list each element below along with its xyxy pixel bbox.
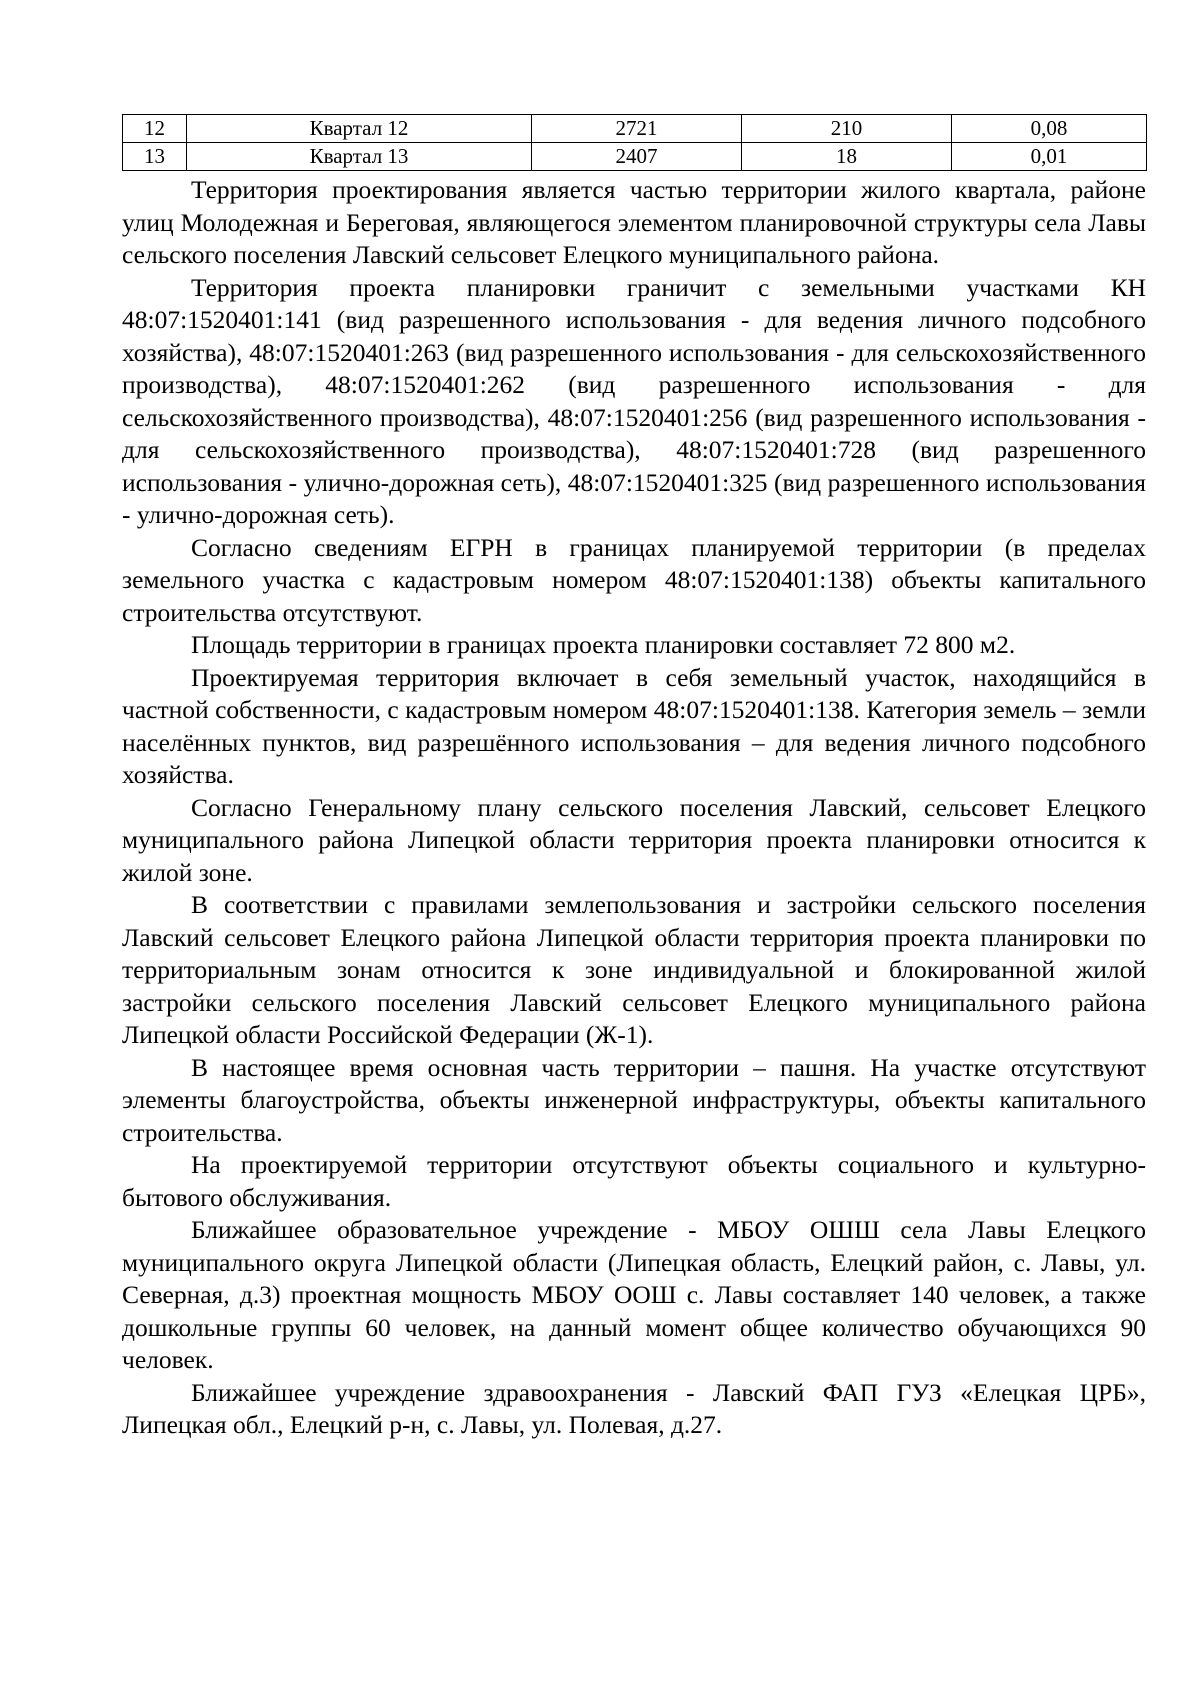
body-text <box>122 174 1146 1442</box>
table-cell-value: 2407 <box>532 143 742 171</box>
paragraph: Согласно Генеральному плану сельского поселения Лавский, сельсовет Елецкого муниципального района Липецкой области территория проекта планировки относится к жилой зоне. <box>122 792 1146 887</box>
table-row <box>123 143 1147 171</box>
paragraph: Ближайшее учреждение здравоохранения - Лавский ФАП ГУЗ «Елецкая ЦРБ», Липецкая обл., Елецкий р-н, с. Лавы, ул. Полевая, д.27. <box>122 1377 1146 1439</box>
paragraph: Проектируемая территория включает в себя земельный участок, находящийся в частной собственности, с кадастровым номером 48:07:1520401:138. Категория земель – земли населённых пунктов, вид разрешённого использования – для ведения личного подсобного хозяйства. <box>122 662 1146 789</box>
paragraph: Ближайшее образовательное учреждение - МБОУ ОШШ села Лавы Елецкого муниципального округа Липецкой области (Липецкая область, Елецкий район, с. Лавы, ул. Северная, д.3) проектная мощность МБОУ ООШ с. Лавы составляет 140 человек, а также дошкольные группы 60 человек, на данный момент общее количество обучающихся 90 человек. <box>122 1215 1146 1374</box>
table-cell-quarter: Квартал 13 <box>187 143 532 171</box>
table-cell-value: 0,08 <box>952 115 1147 143</box>
table-cell-value: 18 <box>742 143 952 171</box>
paragraph: Согласно сведениям ЕГРН в границах планируемой территории (в пределах земельного участка с кадастровым номером 48:07:1520401:138) объекты капитального строительства отсутствуют. <box>122 532 1146 627</box>
table-cell-value: 210 <box>742 115 952 143</box>
document-page <box>122 114 1146 1442</box>
table-row <box>123 115 1147 143</box>
table-cell-value: 2721 <box>532 115 742 143</box>
paragraph: На проектируемой территории отсутствуют объекты социального и культурно-бытового обслуживания. <box>122 1150 1146 1212</box>
table-cell-value: 0,01 <box>952 143 1147 171</box>
paragraph: В настоящее время основная часть территории – пашня. На участке отсутствуют элементы благоустройства, объекты инженерной инфраструктуры, объекты капитального строительства. <box>122 1052 1146 1147</box>
paragraph: Территория проектирования является частью территории жилого квартала, районе улиц Молодежная и Береговая, являющегося элементом планировочной структуры села Лавы сельского поселения Лавский сельсовет Елецкого муниципального района. <box>122 175 1146 269</box>
paragraph: В соответствии с правилами землепользования и застройки сельского поселения Лавский сельсовет Елецкого района Липецкой области территория проекта планировки по территориальным зонам относится к зоне индивидуальной и блокированной жилой застройки сельского поселения Лавский сельсовет Елецкого муниципального района Липецкой области Российской Федерации (Ж-1). <box>122 890 1146 1049</box>
paragraph: Территория проекта планировки граничит с земельными участками КН 48:07:1520401:141 (вид разрешенного использования - для ведения личного подсобного хозяйства), 48:07:1520401:263 (вид разрешенного использования - для сельскохозяйственного производства), 48:07:1520401:262 (вид разрешенного использования - для сельскохозяйственного производства), 48:07:1520401:256 (вид разрешенного использования - для сельскохозяйственного производства), 48:07:1520401:728 (вид разрешенного использования - улично-дорожная сеть), 48:07:1520401:325 (вид разрешенного использования - улично-дорожная сеть). <box>122 272 1146 529</box>
table-cell-quarter: Квартал 12 <box>187 115 532 143</box>
paragraph: Площадь территории в границах проекта планировки составляет 72 800 м2. <box>191 630 1016 659</box>
table-cell-number: 13 <box>123 143 187 171</box>
quarters-table <box>122 114 1147 171</box>
table-cell-number: 12 <box>123 115 187 143</box>
